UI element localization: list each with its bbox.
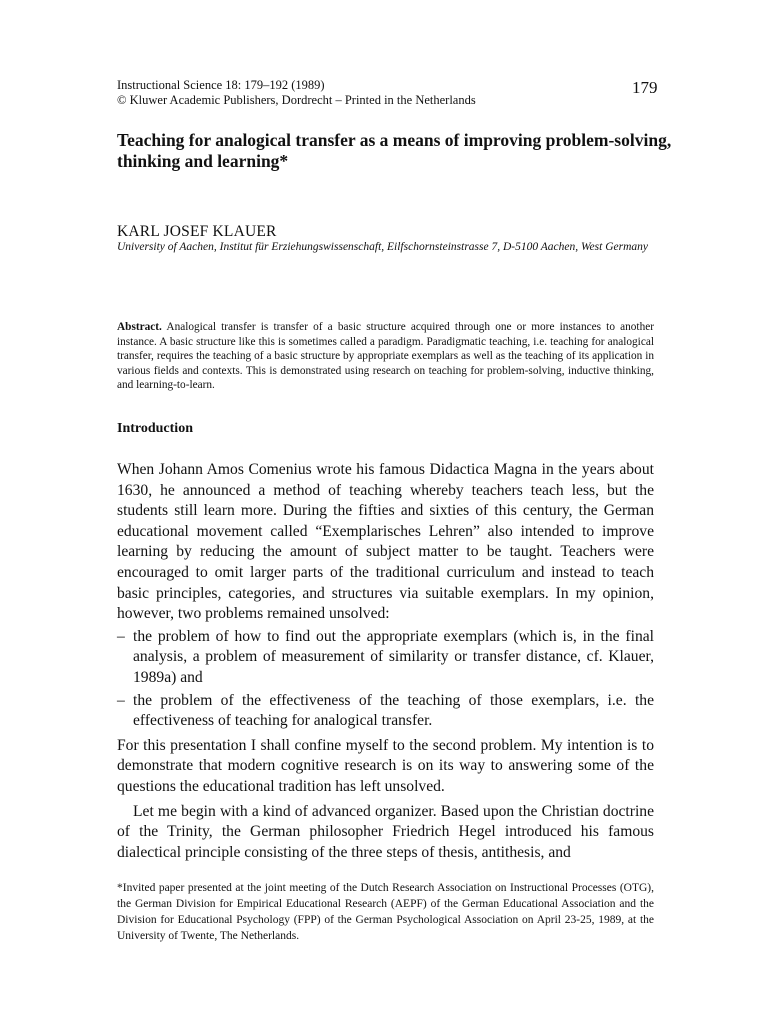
- body-paragraph-3: Let me begin with a kind of advanced organizer. Based upon the Christian doctrine of the Trinity, the German philosopher Friedrich Hegel introduced his famous dialectical principle consisting of the three steps of thesis, antithesis, and: [117, 802, 654, 861]
- list-item-text: the problem of how to find out the appropriate exemplars (which is, in the final analysis, a problem of measurement of similarity or transfer distance, cf. Klauer, 1989a) and: [133, 627, 654, 686]
- page-number: 179: [632, 78, 658, 97]
- section-heading-introduction: Introduction: [117, 421, 193, 436]
- list-item: [117, 691, 654, 732]
- article-title: Teaching for analogical transfer as a means of improving problem-solving, thinking and learning*: [117, 130, 672, 171]
- abstract: [117, 320, 654, 393]
- problem-list: [117, 627, 654, 732]
- author-name: KARL JOSEF KLAUER: [117, 223, 277, 240]
- footnote: *Invited paper presented at the joint meeting of the Dutch Research Association on Instructional Processes (OTG), the German Division for Empirical Educational Research (AEPF) of the German Educational Association and the Division for Educational Psychology (FPP) of the German Psychological Association on April 23-25, 1989, at the University of Twente, The Netherlands.: [117, 882, 654, 942]
- list-item-text: the problem of the effectiveness of the teaching of those exemplars, i.e. the effectiveness of teaching for analogical transfer.: [133, 691, 654, 730]
- body-paragraph-2: For this presentation I shall confine myself to the second problem. My intention is to demonstrate that modern cognitive research is on its way to answering some of the questions the educational tradition has left unsolved.: [117, 736, 654, 795]
- abstract-text: Analogical transfer is transfer of a basic structure acquired through one or more instances to another instance. A basic structure like this is sometimes called a paradigm. Paradigmatic teaching, i.e. teaching for analogical transfer, requires the teaching of a basic structure by appropriate exemplars as well as the teaching of its application in various fields and contexts. This is demonstrated using research on teaching for problem-solving, inductive thinking, and learning-to-learn.: [117, 321, 654, 392]
- journal-line-2: © Kluwer Academic Publishers, Dordrecht – Printed in the Netherlands: [117, 93, 476, 107]
- list-item: [117, 627, 654, 689]
- list-dash: –: [117, 691, 125, 709]
- journal-citation: [117, 78, 476, 108]
- abstract-label: Abstract.: [117, 321, 162, 333]
- list-dash: –: [117, 627, 125, 645]
- journal-line-1: Instructional Science 18: 179–192 (1989): [117, 78, 325, 92]
- body-paragraph-1: When Johann Amos Comenius wrote his famous Didactica Magna in the years about 1630, he announced a method of teaching whereby teachers teach less, but the students still learn more. During the fifties and sixties of this century, the German educational movement called “Exemplarisches Lehren” also intended to improve learning by reducing the amount of subject matter to be taught. Teachers were encouraged to omit larger parts of the traditional curriculum and instead to teach basic principles, categories, and structures via suitable exemplars. In my opinion, however, two problems remained unsolved:: [117, 461, 654, 623]
- author-affiliation: University of Aachen, Institut für Erziehungswissenschaft, Eilfschornsteinstrasse 7, D-5100 Aachen, West Germany: [117, 241, 648, 253]
- introduction-body: [117, 460, 654, 863]
